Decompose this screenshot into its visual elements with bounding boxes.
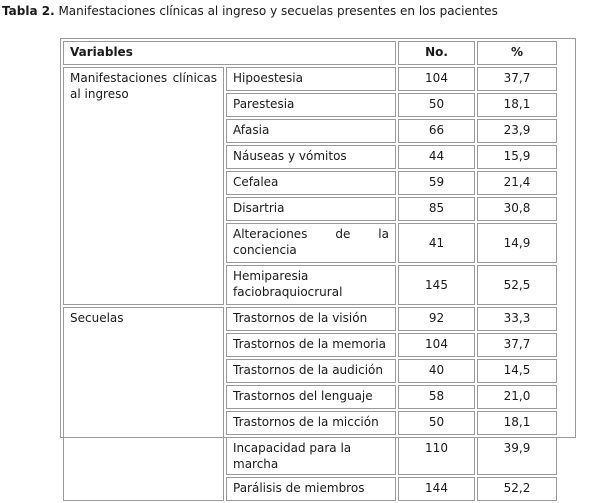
- row-item: Parestesia: [226, 93, 396, 117]
- row-count: 145: [398, 265, 475, 305]
- table-row: [63, 307, 557, 331]
- row-item: Trastornos de la memoria: [226, 333, 396, 357]
- table-row: [63, 67, 557, 91]
- row-item: Náuseas y vómitos: [226, 145, 396, 169]
- row-percent: 18,1: [477, 411, 557, 435]
- table-frame: [60, 38, 576, 495]
- row-count: 144: [398, 477, 475, 501]
- row-count: 66: [398, 119, 475, 143]
- row-count: 50: [398, 93, 475, 117]
- table-caption: [2, 4, 498, 18]
- header-number: No.: [398, 41, 475, 65]
- row-percent: 14,9: [477, 223, 557, 263]
- row-percent: 52,2: [477, 477, 557, 501]
- row-percent: 23,9: [477, 119, 557, 143]
- row-count: 58: [398, 385, 475, 409]
- row-item: Alteraciones de la conciencia: [226, 223, 396, 263]
- row-percent: 37,7: [477, 67, 557, 91]
- row-percent: 52,5: [477, 265, 557, 305]
- row-percent: 33,3: [477, 307, 557, 331]
- row-item: Afasia: [226, 119, 396, 143]
- group-label-secuelas: Secuelas: [63, 307, 224, 501]
- table-caption-text: Manifestaciones clínicas al ingreso y secuelas presentes en los pacientes: [58, 4, 498, 18]
- row-count: 85: [398, 197, 475, 221]
- row-count: 41: [398, 223, 475, 263]
- header-percent: %: [477, 41, 557, 65]
- table-caption-label: Tabla 2.: [2, 4, 55, 18]
- row-item: Cefalea: [226, 171, 396, 195]
- row-item: Hipoestesia: [226, 67, 396, 91]
- group-label-manifestaciones: Manifestaciones clínicas al ingreso: [63, 67, 224, 305]
- row-count: 110: [398, 437, 475, 475]
- table-header-row: [63, 41, 557, 65]
- row-item: Trastornos del lenguaje: [226, 385, 396, 409]
- row-percent: 14,5: [477, 359, 557, 383]
- row-count: 40: [398, 359, 475, 383]
- row-item: Disartria: [226, 197, 396, 221]
- row-count: 50: [398, 411, 475, 435]
- row-count: 104: [398, 67, 475, 91]
- row-count: 104: [398, 333, 475, 357]
- row-percent: 18,1: [477, 93, 557, 117]
- row-item: Parálisis de miembros: [226, 477, 396, 501]
- row-item: Trastornos de la micción: [226, 411, 396, 435]
- row-percent: 21,0: [477, 385, 557, 409]
- row-item: Trastornos de la audición: [226, 359, 396, 383]
- row-item: Hemiparesia faciobraquiocrural: [226, 265, 396, 305]
- row-item: Incapacidad para la marcha: [226, 437, 396, 475]
- row-count: 59: [398, 171, 475, 195]
- row-count: 92: [398, 307, 475, 331]
- row-percent: 21,4: [477, 171, 557, 195]
- row-percent: 39,9: [477, 437, 557, 475]
- header-variables: Variables: [63, 41, 396, 65]
- row-item: Trastornos de la visión: [226, 307, 396, 331]
- row-percent: 37,7: [477, 333, 557, 357]
- data-table: [61, 39, 559, 503]
- row-count: 44: [398, 145, 475, 169]
- row-percent: 15,9: [477, 145, 557, 169]
- row-percent: 30,8: [477, 197, 557, 221]
